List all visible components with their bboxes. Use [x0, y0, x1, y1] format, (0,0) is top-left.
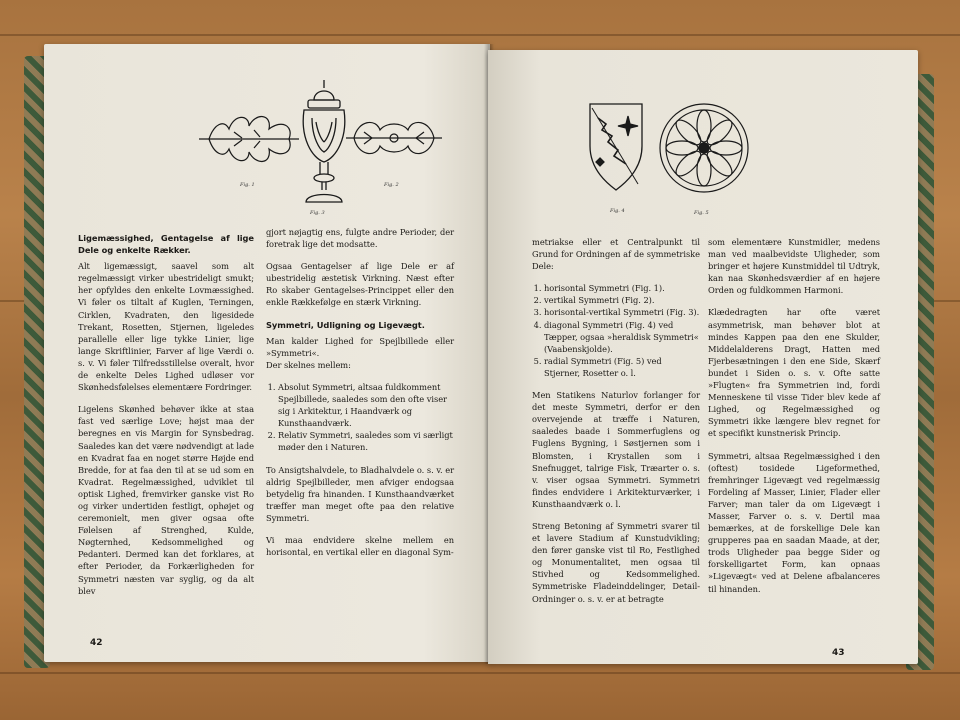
- paragraph: Streng Betoning af Symmetri svarer til et lavere Stadium af Kunstudvikling; den fører ganske vist til Ro, Festlighed og Monumentalitet, men ogsaa til Stivhed og Kedsommelighed. Symmetriske Fladeinddelinger, Detail-Ordninger o. s. v. er at betragte: [532, 520, 700, 604]
- page-number-right: 43: [832, 648, 845, 658]
- paragraph: Symmetri, altsaa Regelmæssighed i den (oftest) tosidede Ligeformethed, fremhringer Ligevægt ved regelmæssig Fordeling af Masser, Linier, Flader eller Farver; man taler da om Ligevægt i Masser, Farver o. s. v. Dertil maa bemærkes, at de forskellige Dele kan grupperes paa en saadan Maade, at der, trods Uligheder paa begge Sider og forskelligartet Form, kan opnaas »Ligevægt« ved at Delene afbalanceres til hinanden.: [708, 450, 880, 594]
- paragraph: To Ansigtshalvdele, to Bladhalvdele o. s. v. er aldrig Spejlbilleder, men afviger endogsaa betydelig fra hinanden. I Kunsthaandværket træffer man meget ofte paa den relative Symmetri.: [266, 464, 454, 523]
- fig3-caption: Fig. 3: [310, 210, 325, 216]
- symmetry-axes-list: [532, 282, 700, 379]
- list-item: 2. vertikal Symmetri (Fig. 2).: [544, 294, 700, 306]
- paragraph: gjort nøjagtig ens, fulgte andre Perioder, der foretrak lige det modsatte.: [266, 227, 454, 250]
- fig5-rosette-ornament: [656, 100, 752, 196]
- list-item: 3. horisontal-vertikal Symmetri (Fig. 3).: [544, 306, 700, 318]
- list-item: 5. radial Symmetri (Fig. 5) ved Stjerner, Rosetter o. l.: [544, 355, 700, 379]
- fig4-caption: Fig. 4: [610, 208, 625, 214]
- paragraph: Klædedragten har ofte været asymmetrisk, man behøver blot at mindes Kappen paa den ene Skulder, Middelalderens Dragt, Hatten med Fjerbesætningen i den ene Side, Skærf bundet i Siden o. s. v. Ofte satte »Flugten« fra Symmetrien ind, fordi Menneskene til visse Tider blev kede af Lighed, og Regelmæssighed og Symmetri ikke længere blev regnet for et specifikt kunstnerisk Princip.: [708, 307, 880, 439]
- list-item: 2. Relativ Symmetri, saaledes som vi særligt møder den i Naturen.: [278, 429, 454, 453]
- fig2-hinge-ornament: [344, 108, 444, 168]
- paragraph: som elementære Kunstmidler, medens man ved maalbevidste Uligheder, som bringer et højere Kunstmiddel til Udtryk, kan naa Skønhedsværdier af en højere Orden og fuldkommen Harmoni.: [708, 237, 880, 296]
- fig5-caption: Fig. 5: [694, 210, 709, 216]
- paragraph: metriakse eller et Centralpunkt til Grund for Ordningen af de symmetriske Dele:: [532, 237, 700, 272]
- list-item: 4. diagonal Symmetri (Fig. 4) ved Tæpper, ogsaa »heraldisk Symmetri« (Vaabenskjolde).: [544, 319, 700, 355]
- section-heading-ligemaessighed: Ligemæssighed, Gentagelse af lige Dele og enkelte Rækker.: [78, 233, 254, 256]
- list-item: 1. Absolut Symmetri, altsaa fuldkomment Spejlbillede, saaledes som den ofte viser sig i Arkitektur, i Haandværk og Kunsthaandværk.: [278, 381, 454, 429]
- left-page: [44, 44, 490, 662]
- left-page-column-1: [78, 232, 254, 607]
- paragraph: Men Statikens Naturlov forlanger for det meste Symmetri, derfor er den overvejende at træffe i Naturen, saaledes baade i Sommerfuglens og Fuglens Bygning, i Søstjernen som i Blomsten, i Krystallen som i Snefnugget, talrige Fisk, Træarter o. s. v. viser ogsaa Symmetri. Symmetri findes endvidere i Arkitekturværker, i Kunsthaandværk o. l.: [532, 390, 700, 509]
- paragraph: Ogsaa Gentagelser af lige Dele er af ubestridelig æstetisk Virkning. Næst efter Ro skaber Gentagelses-Princippet eller den enkle Rækkefølge en stærk Virkning.: [266, 261, 454, 308]
- page-number-left: 42: [90, 638, 103, 648]
- paragraph: Man kalder Lighed for Spejlbillede eller »Symmetri«.: [266, 335, 454, 358]
- paragraph: Alt ligemæssigt, saavel som alt regelmæssigt virker ubestrideligt smukt; her opfyldes den enkelte Lovmæssighed. Vi føler os tiltalt af Kuglen, Terningen, Cirklen, Kvadraten, den ligesidede Trekant, Rosetten, Stjernen, ligeledes parallelle eller lige tykke Linier, lige lange Skriftlinier, Farver af lige Værdi o. s. v. Vi føler Tilfredsstillelse overalt, hvor de enkelte Deles Lighed udløser vor Skønhedsfølelses elementære Fordringer.: [78, 261, 254, 393]
- fig1-caption: Fig. 1: [240, 182, 255, 188]
- right-page-column-2: [708, 236, 880, 605]
- symmetry-types-list: [266, 381, 454, 454]
- right-page-column-1: [532, 236, 700, 615]
- fig4-shield-ornament: [584, 98, 648, 194]
- section-heading-symmetri: Symmetri, Udligning og Ligevægt.: [266, 319, 425, 330]
- left-page-column-2: [266, 226, 454, 568]
- paragraph: Ligelens Skønhed behøver ikke at staa fast ved særlige Love; højst maa der beregnes en vis Margin for Synsbedrag. Saaledes kan det være nødvendigt at lade en Kvadrat faa en noget større Højde end Bredde, for at faa den til at se ud som en Kvadrat. Regelmæssighed, udviklet til optisk Lighed, fremvirker ganske vist Ro og virker undertiden festligt, ophøjet og ceremonielt, men giver ogsaa ofte Følelsen af Strenghed, Kulde, Nøgternhed, Kedsommelighed og Pedanteri. Dermed kan det forklares, at efter Perioder, da Forkærligheden for Symmetri næsten var syglig, og da alt blev: [78, 404, 254, 596]
- fig2-caption: Fig. 2: [384, 182, 399, 188]
- fig1-leaf-ornament: [194, 104, 304, 174]
- list-item: 1. horisontal Symmetri (Fig. 1).: [544, 282, 700, 294]
- right-page: [488, 50, 918, 664]
- paragraph: Vi maa endvidere skelne mellem en horisontal, en vertikal eller en diagonal Sym-: [266, 534, 454, 558]
- paragraph: Der skelnes mellem:: [266, 359, 351, 370]
